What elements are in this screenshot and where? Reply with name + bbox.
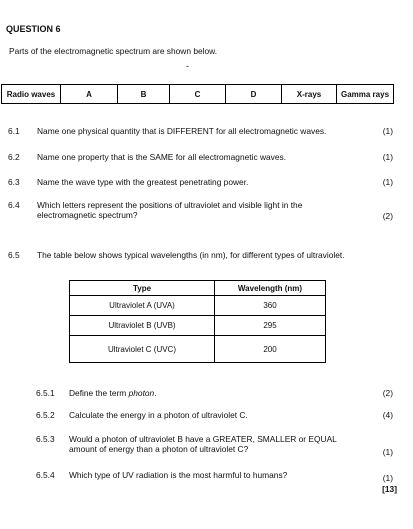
spectrum-cell-b: B: [118, 85, 170, 104]
table-row: [70, 336, 326, 363]
item-marks: (1): [382, 152, 393, 162]
total-marks: [13]: [382, 484, 397, 494]
subitem-marks: (1): [382, 447, 393, 457]
subitem-number: 6.5.4: [36, 470, 55, 480]
table-header-row: [70, 281, 326, 296]
item-marks: (1): [382, 177, 393, 187]
spectrum-cell-xrays: X-rays: [282, 85, 337, 104]
subitem-marks: (1): [382, 473, 393, 483]
table-cell: Ultraviolet A (UVA): [70, 296, 215, 316]
question-title: QUESTION 6: [6, 24, 61, 34]
subitem-text: Define the term photon.: [69, 388, 157, 398]
term-photon: photon: [128, 388, 155, 398]
spectrum-cell-gamma: Gamma rays: [337, 85, 394, 104]
item-number: 6.2: [8, 152, 20, 162]
spectrum-table: [1, 84, 394, 104]
item-text: The table below shows typical wavelengths (in nm), for different types of ultraviolet.: [37, 250, 345, 260]
table-row: [70, 316, 326, 336]
spectrum-cell-d: D: [226, 85, 282, 104]
spectrum-cell-radio: Radio waves: [2, 85, 61, 104]
subitem-number: 6.5.2: [36, 410, 55, 420]
uv-wavelength-table: [69, 280, 326, 363]
item-number: 6.4: [8, 200, 20, 210]
subitem-text: Which type of UV radiation is the most harmful to humans?: [69, 470, 288, 480]
item-text: Name one property that is the SAME for all electromagnetic waves.: [37, 152, 287, 162]
table-row: [70, 296, 326, 316]
spectrum-row: [2, 85, 394, 104]
table-cell: 360: [215, 296, 326, 316]
subitem-marks: (2): [382, 388, 393, 398]
question-intro: Parts of the electromagnetic spectrum are shown below.: [9, 46, 218, 56]
table-cell: 295: [215, 316, 326, 336]
subitem-text: Would a photon of ultraviolet B have a GREATER, SMALLER or EQUAL amount of energy than a photon of ultraviolet C?: [69, 434, 337, 454]
table-cell: Ultraviolet C (UVC): [70, 336, 215, 363]
item-text: Name the wave type with the greatest penetrating power.: [37, 177, 249, 187]
spectrum-cell-a: A: [61, 85, 118, 104]
stray-mark: -: [186, 61, 189, 71]
item-marks: (2): [382, 211, 393, 221]
column-header: Wavelength (nm): [215, 281, 326, 296]
item-number: 6.1: [8, 126, 20, 136]
item-number: 6.3: [8, 177, 20, 187]
item-text: Name one physical quantity that is DIFFERENT for all electromagnetic waves.: [37, 126, 327, 136]
subitem-marks: (4): [382, 410, 393, 420]
item-number: 6.5: [8, 250, 20, 260]
subitem-number: 6.5.1: [36, 388, 55, 398]
spectrum-cell-c: C: [170, 85, 226, 104]
column-header: Type: [70, 281, 215, 296]
subitem-text: Calculate the energy in a photon of ultraviolet C.: [69, 410, 248, 420]
table-cell: Ultraviolet B (UVB): [70, 316, 215, 336]
item-text: Which letters represent the positions of ultraviolet and visible light in the electromagnetic spectrum?: [37, 200, 303, 220]
item-marks: (1): [382, 126, 393, 136]
subitem-number: 6.5.3: [36, 434, 55, 444]
table-cell: 200: [215, 336, 326, 363]
